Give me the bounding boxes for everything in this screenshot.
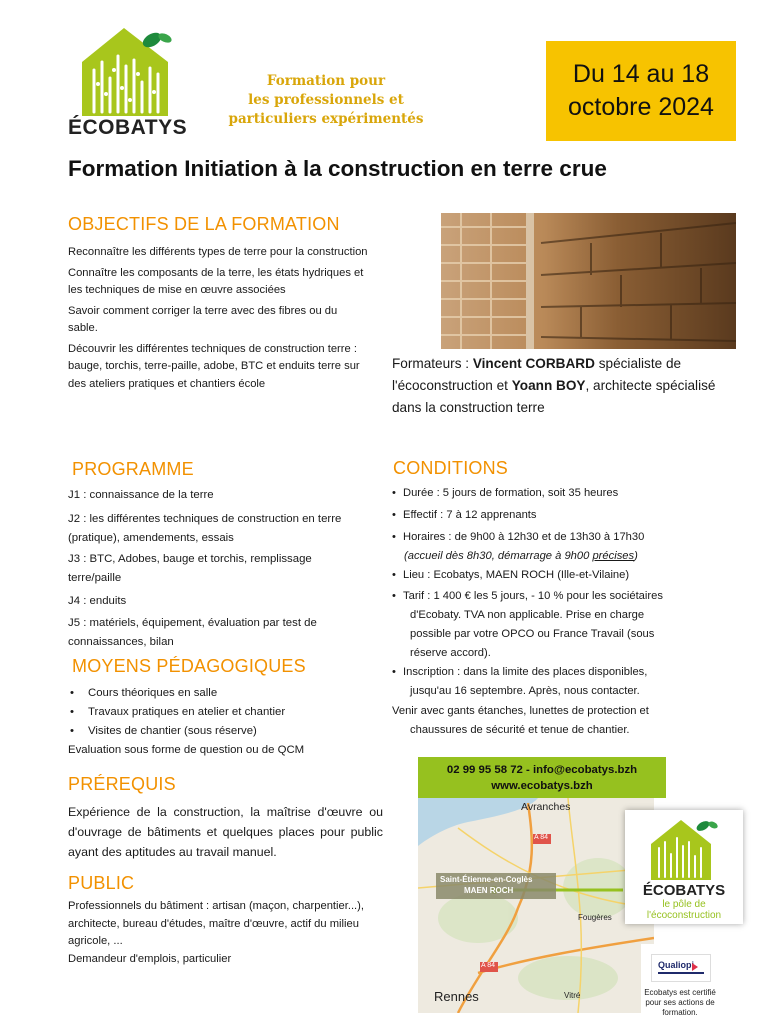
conditions-list	[392, 484, 732, 740]
programme-item: J1 : connaissance de la terre	[68, 489, 214, 501]
public-line: Demandeur d'emplois, particulier	[68, 952, 232, 965]
objectifs-heading: OBJECTIFS DE LA FORMATION	[68, 214, 340, 234]
list-item: • Effectif : 7 à 12 apprenants	[392, 506, 732, 525]
brand-name: ÉCOBATYS	[68, 116, 188, 139]
map-label-a84-bottom: A 84	[481, 962, 496, 969]
condition-text: Durée : 5 jours de formation, soit 35 heures	[403, 487, 619, 499]
date-line: octobre 2024	[568, 93, 714, 121]
tagline-line: les professionnels et	[248, 92, 404, 108]
list-item-text: Cours théoriques en salle	[88, 687, 218, 699]
public-line: Professionnels du bâtiment : artisan (maçon, charpentier...), architecte, bureau d'études, maître d'œuvre, actif du milieu agricole, ...	[68, 900, 364, 947]
condition-text: Effectif : 7 à 12 apprenants	[403, 509, 537, 521]
condition-text: réserve accord).	[410, 647, 491, 659]
contact-box	[418, 757, 666, 798]
list-item: • Travaux pratiques en atelier et chantier	[68, 703, 388, 722]
map-image	[418, 798, 654, 1013]
qualiopi-badge	[641, 944, 719, 1024]
condition-text: possible par votre OPCO ou France Travail (sous	[410, 628, 655, 640]
condition-text: chaussures de sécurité et tenue de chantier.	[410, 724, 630, 736]
conditions-heading: CONDITIONS	[393, 458, 509, 478]
programme-item: J4 : enduits	[68, 595, 127, 607]
accueil-emphasis: précises	[592, 550, 635, 562]
condition-text: Lieu : Ecobatys, MAEN ROCH (Ille-et-Vilaine)	[403, 569, 630, 581]
condition-text: jusqu'au 16 septembre. Après, nous contacter.	[410, 685, 640, 697]
brick-wall-image	[441, 213, 736, 349]
qualiopi-logo-box	[651, 954, 711, 982]
condition-text: Tarif : 1 400 € les 5 jours, - 10 % pour les sociétaires	[403, 590, 663, 602]
list-item: • Inscription : dans la limite des places disponibles,	[392, 663, 732, 682]
accueil-part: )	[634, 550, 638, 562]
list-item: • Tarif : 1 400 € les 5 jours, - 10 % pour les sociétaires	[392, 587, 732, 606]
list-item-text: Visites de chantier (sous réserve)	[88, 725, 257, 737]
evaluation-text: Evaluation sous forme de question ou de QCM	[68, 744, 305, 756]
condition-text: d'Ecobaty. TVA non applicable. Prise en charge	[410, 609, 645, 621]
prerequis-text: Expérience de la construction, la maîtrise d'œuvre ou d'ouvrage de bâtiments et quelques places pour public ayant des aptitudes au travail manuel.	[68, 805, 383, 859]
moyens-heading: MOYENS PÉDAGOGIQUES	[72, 656, 306, 676]
programme-item: J3 : BTC, Adobes, bauge et torchis, remplissage terre/paille	[68, 553, 312, 584]
public-heading: PUBLIC	[68, 873, 135, 893]
eco-card-sub-line: l'écoconstruction	[646, 910, 722, 921]
tagline-line: particuliers expérimentés	[228, 111, 424, 127]
location-map	[418, 798, 654, 1013]
qualiopi-text: Ecobatys est certifié pour ses actions de formation.	[644, 988, 716, 1017]
list-item: • Durée : 5 jours de formation, soit 35 heures	[392, 484, 732, 503]
programme-item: J2 : les différentes techniques de construction en terre (pratique), amendements, essais	[68, 513, 342, 544]
list-item: • Lieu : Ecobatys, MAEN ROCH (Ille-et-Vilaine)	[392, 566, 732, 585]
house-logo-small-icon	[625, 814, 743, 884]
tagline	[212, 72, 440, 129]
tagline-line: Formation pour	[266, 73, 386, 89]
eco-card-sub-line: le pôle de	[662, 899, 706, 910]
formateurs-text	[392, 353, 732, 419]
programme-heading: PROGRAMME	[72, 459, 194, 479]
objectifs-list	[68, 244, 368, 396]
eco-card-name: ÉCOBATYS	[642, 882, 726, 899]
accueil-text	[392, 547, 732, 566]
condition-text: Venir avec gants étanches, lunettes de protection et	[392, 705, 649, 717]
contact-phone-email[interactable]: 02 99 95 58 72 - info@ecobatys.bzh	[446, 764, 638, 776]
map-label-fougeres: Fougères	[578, 913, 612, 922]
condition-text: Inscription : dans la limite des places disponibles,	[403, 666, 648, 678]
list-item: • Cours théoriques en salle	[68, 684, 388, 703]
list-item: • Horaires : de 9h00 à 12h30 et de 13h30 à 17h30	[392, 528, 732, 547]
map-label-avranches: Avranches	[521, 801, 571, 813]
formateurs-label: Formateurs :	[392, 356, 473, 371]
objectif-item: Connaître les composants de la terre, les états hydriques et les techniques de mise en œuvre associées	[68, 266, 364, 296]
house-logo-icon	[68, 22, 180, 122]
prerequis-heading: PRÉREQUIS	[68, 774, 176, 794]
ecobatys-card	[625, 810, 743, 924]
map-label-town: Saint-Étienne-en-Coglès	[440, 875, 533, 884]
condition-text: Horaires : de 9h00 à 12h30 et de 13h30 à 17h30	[403, 531, 645, 543]
page-title: Formation Initiation à la construction en terre crue	[68, 156, 607, 181]
map-label-vitre: Vitré	[564, 991, 581, 1000]
qualiopi-underline	[658, 972, 704, 974]
list-item: • Visites de chantier (sous réserve)	[68, 722, 388, 741]
contact-website[interactable]: www.ecobatys.bzh	[491, 780, 593, 792]
date-box	[546, 41, 736, 141]
formateur-name: Yoann BOY	[511, 378, 586, 393]
formateurs-end: , architecte spécialisé dans la construction terre	[392, 378, 716, 415]
map-label-rennes: Rennes	[434, 989, 479, 1004]
objectif-item: Reconnaître les différents types de terre pour la construction	[68, 246, 368, 258]
objectif-item: Découvrir les différentes techniques de construction terre : bauge, torchis, terre-paille, adobe, BTC et enduits terre sur des ateliers pratiques et chantiers école	[68, 342, 360, 390]
accueil-part: (accueil dès 8h30, démarrage à 9h00	[404, 550, 593, 562]
formateurs-mid: spécialiste de l'écoconstruction et	[392, 356, 682, 393]
public-text	[68, 898, 368, 968]
qualiopi-arrow-icon	[692, 963, 698, 971]
programme-item: J5 : matériels, équipement, évaluation par test de connaissances, bilan	[68, 617, 317, 648]
eco-card-sub	[625, 899, 743, 921]
formateur-name: Vincent CORBARD	[472, 356, 595, 371]
qualiopi-logo-text: Qualiopi	[658, 960, 694, 970]
map-label-a84-top: A 84	[534, 834, 549, 841]
list-item-text: Travaux pratiques en atelier et chantier	[88, 706, 286, 718]
earth-wall-photo	[441, 213, 736, 349]
moyens-list	[68, 684, 388, 760]
objectif-item: Savoir comment corriger la terre avec des fibres ou du sable.	[68, 304, 338, 334]
date-line: Du 14 au 18	[572, 60, 710, 88]
map-label-maen-roch: MAEN ROCH	[464, 886, 514, 895]
